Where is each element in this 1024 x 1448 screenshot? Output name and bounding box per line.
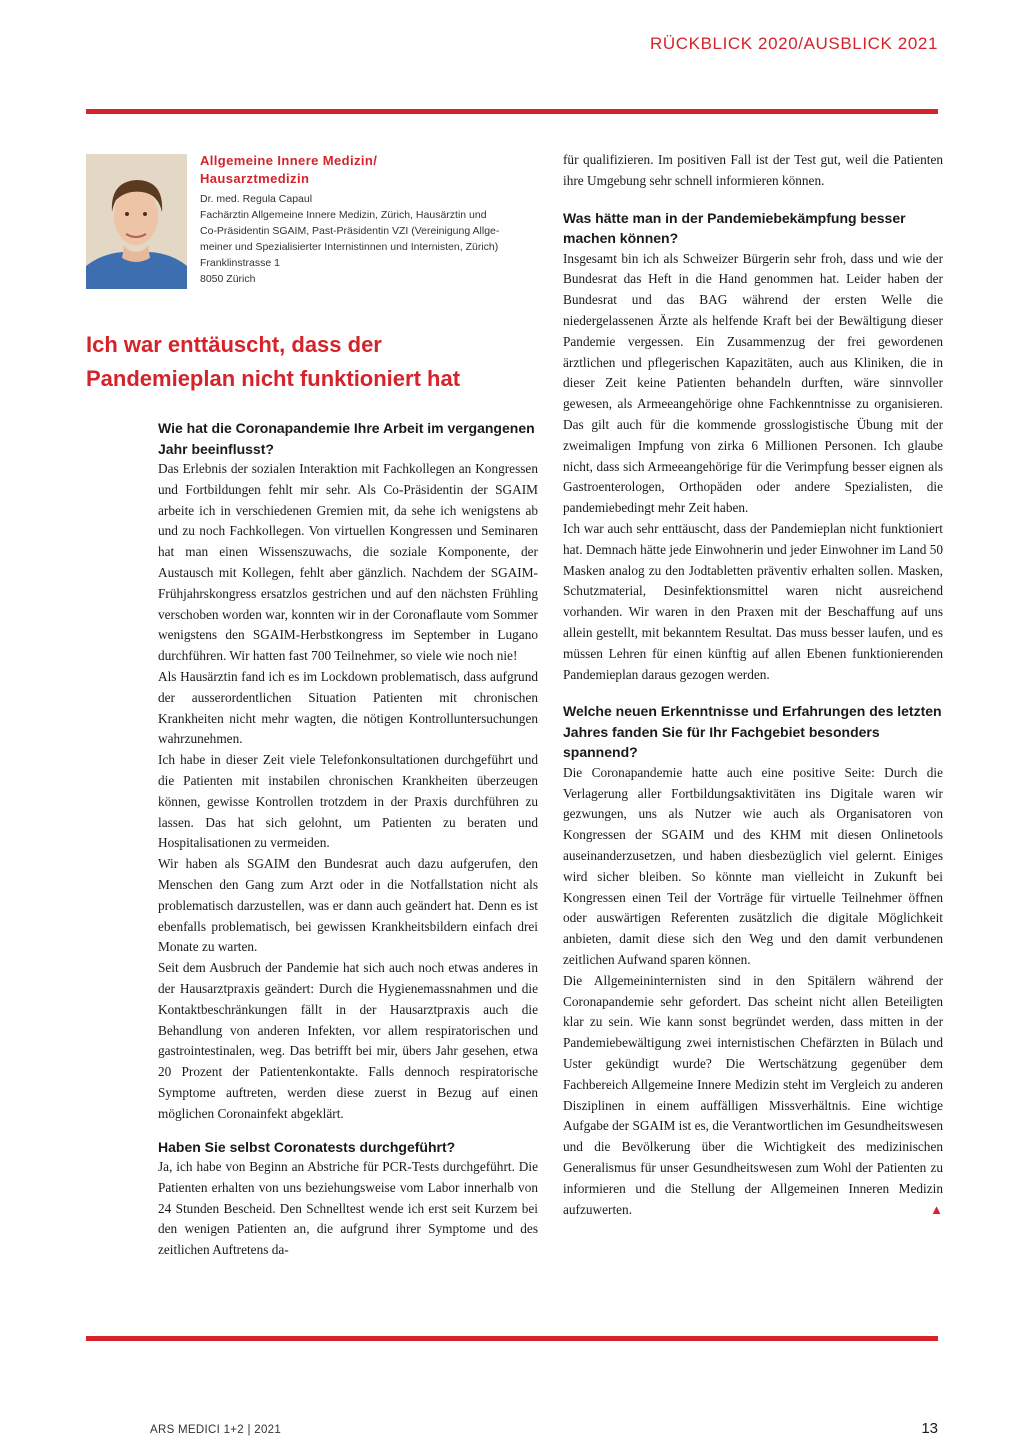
specialty-heading-line-2: Hausarztmedizin	[200, 171, 310, 186]
answer-paragraph: Das Erlebnis der sozialen Interaktion mit Fachkollegen an Kongressen und Fortbildungen fehlt mir sehr. Als Co-Präsidentin der SGAIM arbeite ich in verschiedenen Gremien mit, da sehe ich wenigstens ab und zu noch Fachkollegen. Von virtuellen Kongressen und Seminaren hat man einen Wissenszuwachs, die soziale Komponente, der Austausch mit Kollegen, fehlt aber gänzlich. Nachdem der SGAIM-Frühjahrskongress ersatzlos gestrichen und auf den nächsten Frühling verschoben worden war, konnten wir in der Coronaflaute vom Sommer wenigstens den SGAIM-Herbstkongress im September in Lugano durchführen. Wir hatten fast 700 Teilnehmer, so viele wie noch nie!	[158, 461, 538, 664]
author-address-city: 8050 Zürich	[200, 273, 256, 285]
answer-paragraph: für qualifizieren. Im positiven Fall ist der Test gut, weil die Patienten ihre Umgebung sehr schnell informieren können.	[563, 152, 943, 188]
author-photo	[86, 154, 187, 289]
answer-paragraph	[563, 971, 943, 1221]
left-column	[158, 418, 538, 1261]
question-heading: Haben Sie selbst Coronatests durchgeführt?	[158, 1138, 456, 1155]
portrait-illustration	[86, 154, 187, 289]
question-heading: Welche neuen Erkenntnisse und Erfahrungen des letzten Jahres fanden Sie für Ihr Fachgebiet besonders spannend?	[563, 703, 942, 761]
answer-paragraph: Ja, ich habe von Beginn an Abstriche für PCR-Tests durchgeführt. Die Patienten erhalten von uns beziehungsweise vom Labor innerhalb von 24 Stunden Bescheid. Den Schnelltest wende ich erst seit Kurzem bei den wenigen Patienten an, die aufgrund ihrer Symptome und des zeitlichen Auftretens da-	[158, 1159, 538, 1258]
author-title-line: Fachärztin Allgemeine Innere Medizin, Zürich, Hausärztin und	[200, 209, 487, 221]
author-info	[200, 152, 540, 287]
right-column	[563, 150, 943, 1220]
article-headline	[86, 328, 526, 396]
answer-paragraph: Ich habe in dieser Zeit viele Telefonkonsultationen durchgeführt und die Patienten mit instabilen chronischen Krankheiten überzeugen können, gewisse Kontrollen trotzdem in der Praxis durchführen zu lassen. Das hat sich gelohnt, um Patienten zu beraten und Hospitalisationen zu vermeiden.	[158, 752, 538, 851]
section-title: RÜCKBLICK 2020/AUSBLICK 2021	[650, 34, 938, 53]
author-address-street: Franklinstrasse 1	[200, 257, 280, 269]
specialty-heading-line-1: Allgemeine Innere Medizin/	[200, 153, 378, 168]
headline-line-1: Ich war enttäuscht, dass der	[86, 332, 382, 357]
answer-paragraph: Insgesamt bin ich als Schweizer Bürgerin sehr froh, dass und wie der Bundesrat das Heft in die Hand genommen hat. Leider haben der Bundesrat und das BAG während der ersten Welle die niedergelassenen Ärzte als helfende Kraft bei der Bewältigung dieser Pandemie vergessen. Ein Zusammenzug der frei gewordenen ärztlichen und pflegerischen Kapazitäten, auch aus Kliniken, die in dieser Zeit keine Patienten behandeln durften, wäre sinnvoller gewesen, als Armeeangehörige ohne Fachkenntnisse zu organisieren. Das gilt auch für die kommende grosslogistische Übung mit der zweimaligen Impfung von zirka 6 Millionen Personen. Ich glaube nicht, dass sich Armeeangehörige für die Verimpfung besser eignen als Gastroenterologen, Orthopäden oder andere Spezialisten, die pandemiebedingt mehr Zeit haben.	[563, 250, 943, 516]
journal-issue: ARS MEDICI 1+2 | 2021	[150, 1424, 282, 1436]
answer-paragraph: Die Coronapandemie hatte auch eine positive Seite: Durch die Verlagerung aller Fortbildungsaktivitäten ins Digitale waren wir gezwungen, uns als Nutzer wie auch als Organisatoren von Kongressen der SGAIM und des KHM mit diesen Onlinetools auseinanderzusetzen, und haben diesbezüglich viel gelernt. Einiges wird sicher bleiben. So könnte man vielleicht in Zukunft bei Kongressen einen Teil der Vorträge für virtuelle Teilnehmer öffnen oder auswärtigen Referenten zusätzlich die digitale Möglichkeit anbieten, damit diese sich den Weg und den damit verbundenen zeitlichen Aufwand sparen können.	[563, 764, 943, 967]
author-title-line: Co-Präsidentin SGAIM, Past-Präsidentin VZI (Vereinigung Allge-	[200, 225, 500, 237]
end-of-article-triangle-icon: ▲	[930, 1201, 943, 1217]
question-heading: Was hätte man in der Pandemiebekämpfung besser machen können?	[563, 209, 906, 247]
headline-line-2: Pandemieplan nicht funktioniert hat	[86, 366, 461, 391]
answer-paragraph: Als Hausärztin fand ich es im Lockdown problematisch, dass aufgrund der ausserordentlichen Situation Patienten mit chronischen Krankheiten nicht mehr wagten, die nötigen Kontrolluntersuchungen wahrzunehmen.	[158, 668, 538, 747]
answer-paragraph: Seit dem Ausbruch der Pandemie hat sich auch noch etwas anderes in der Hausarztpraxis geändert: Durch die Hygienemassnahmen und die Kontaktbeschränkungen fällt in der Hausarztpraxis auch die Behandlung von anderen Infekten, vor allem respiratorischen und gastrointestinalen, weg. Das betrifft bei mir, übers Jahr gesehen, etwa 20 Prozent der Patientenkontakte. Falls dennoch respiratorische Symptome auftreten, werden diese zuerst in Bezug auf einen möglichen Coronainfekt abgeklärt.	[158, 960, 538, 1121]
answer-paragraph: Wir haben als SGAIM den Bundesrat auch dazu aufgerufen, den Menschen den Gang zum Arzt oder in die Notfallstation nicht als problematisch darzustellen, was er dann auch geändert hat. Denn es ist ebenfalls problematisch, bei gewissen Krankheitsbildern einfach drei Monate zu warten.	[158, 856, 538, 955]
answer-text: Die Allgemeininternisten sind in den Spitälern während der Coronapandemie sehr gefordert. Das scheint nicht allen Beteiligten klar zu sein. Wie kann sonst begründet werden, dass mitten in der Pandemiebewältigung zwei internistischen Chefärzten in Bülach und Uster gekündigt wurde? Die Wertschätzung gegenüber dem Fachbereich Allgemeine Innere Medizin steht im Vergleich zu anderen Disziplinen in einem auffälligen Missverhältnis. Eine wichtige Aufgabe der SGAIM ist es, die Verantwortlichen im Gesundheitswesen und die Bevölkerung über die Wichtigkeit des medizinischen Generalismus für unser Gesundheitswesen zum Wohl der Patienten zu informieren und die Stellung der Allgemeinen Inneren Medizin aufzuwerten.	[563, 972, 943, 1217]
question-heading: Wie hat die Coronapandemie Ihre Arbeit im vergangenen Jahr beeinflusst?	[158, 420, 535, 457]
author-title-line: meiner und Spezialisierter Internistinnen und Internisten, Zürich)	[200, 241, 499, 253]
bottom-rule	[86, 1336, 938, 1341]
answer-paragraph: Ich war auch sehr enttäuscht, dass der Pandemieplan nicht funktioniert hat. Demnach hätte jede Einwohnerin und jeder Einwohner im Land 50 Masken analog zu den Jodtabletten präventiv erhalten sollen. Masken, Schutzmaterial, Desinfektionsmittel waren nicht ausreichend vorhanden. Wir waren in den Praxen mit der Beschaffung auf uns allein gestellt, mit bekanntem Resultat. Das muss besser laufen, und es müssen Lehren für einen künftig auf allen Ebenen funktionierenden Pandemieplan daraus gezogen werden.	[563, 520, 943, 682]
page-number: 13	[921, 1420, 938, 1437]
author-name: Dr. med. Regula Capaul	[200, 193, 313, 205]
top-rule	[86, 109, 938, 114]
